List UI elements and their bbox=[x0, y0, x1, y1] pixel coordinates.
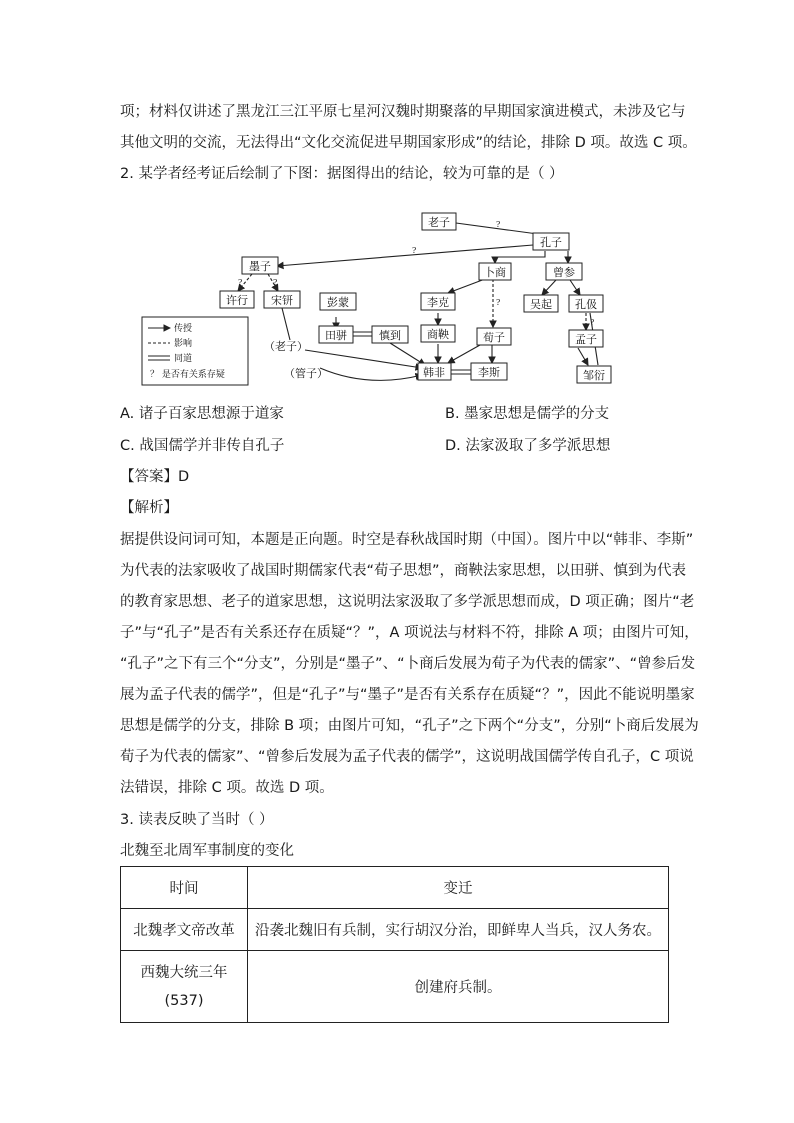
node-kongzi: 孔子 bbox=[540, 236, 562, 249]
analysis-label: 【解析】 bbox=[120, 500, 178, 516]
table-cell-time-line-2: (537) bbox=[164, 992, 204, 1009]
intro-line-2: 其他文明的交流，无法得出“文化交流促进早期国家形成”的结论，排除 D 项。故选 C 项。 bbox=[120, 135, 697, 151]
table-row bbox=[121, 909, 669, 951]
legend-yingxiang: 影响 bbox=[174, 339, 193, 349]
node-like: 李克 bbox=[427, 296, 449, 309]
node-xuxing: 许行 bbox=[226, 294, 248, 307]
table-header-time: 时间 bbox=[121, 867, 248, 909]
node-tianpian: 田骈 bbox=[325, 329, 347, 342]
node-laozi-paren: （老子） bbox=[264, 340, 308, 353]
analysis-line-3: 的教育家思想、老子的道家思想，这说明法家汲取了多学派思想而成，D 项正确；图片“老 bbox=[120, 594, 695, 610]
node-wuqi: 吴起 bbox=[530, 298, 552, 311]
question-2-stem: 2. 某学者经考证后绘制了下图：据图得出的结论，较为可靠的是（ ） bbox=[120, 166, 564, 182]
analysis-line-1: 据提供设问词可知，本题是正向题。时空是春秋战国时期（中国）。图片中以“韩非、李斯” bbox=[120, 532, 694, 548]
option-c[interactable]: C. 战国儒学并非传自孔子 bbox=[120, 438, 285, 454]
node-hanfei: 韩非 bbox=[423, 366, 445, 379]
lineage-diagram bbox=[140, 205, 620, 390]
table-cell-time-line-1: 西魏大统三年 bbox=[140, 964, 228, 981]
node-mengzi: 孟子 bbox=[575, 333, 597, 346]
node-shangyang: 商鞅 bbox=[427, 328, 449, 341]
node-lisi: 李斯 bbox=[478, 366, 500, 379]
table-header-row bbox=[121, 867, 669, 909]
qmark-laozi-kongzi: ? bbox=[496, 220, 501, 229]
table-cell-change: 创建府兵制。 bbox=[248, 951, 669, 1023]
qmark-mozi-xuxing: ? bbox=[238, 278, 243, 287]
node-guanzi-paren: （管子） bbox=[284, 367, 328, 380]
table-cell-time bbox=[121, 951, 248, 1023]
analysis-line-2: 为代表的法家吸收了战国时期儒家代表“荀子思想”，商鞅法家思想，以田骈、慎到为代表 bbox=[120, 563, 687, 579]
qmark-kongji-mengzi: ? bbox=[590, 318, 595, 327]
option-b[interactable]: B. 墨家思想是儒学的分支 bbox=[445, 406, 610, 422]
table-title: 北魏至北周军事制度的变化 bbox=[120, 843, 294, 859]
node-pengmeng: 彭蒙 bbox=[327, 296, 349, 309]
option-a[interactable]: A. 诸子百家思想源于道家 bbox=[120, 406, 284, 422]
intro-line-1: 项；材料仅讲述了黑龙江三江平原七星河汉魏时期聚落的早期国家演进模式，未涉及它与 bbox=[120, 104, 686, 120]
table-cell-change: 沿袭北魏旧有兵制，实行胡汉分治，即鲜卑人当兵，汉人务农。 bbox=[248, 909, 669, 951]
military-system-table bbox=[120, 866, 669, 1023]
node-mozi: 墨子 bbox=[249, 260, 271, 273]
table-cell-time: 北魏孝文帝改革 bbox=[121, 909, 248, 951]
qmark-mozi-songxing: ? bbox=[273, 278, 278, 287]
node-zouyan: 邹衍 bbox=[583, 369, 605, 382]
node-xunzi: 荀子 bbox=[483, 331, 505, 344]
legend-cunyi: ？ 是否有关系存疑 bbox=[150, 370, 225, 380]
analysis-line-8: 荀子为代表的儒家”、“曾参后发展为孟子代表的儒学”，这说明战国儒学传自孔子，C 项说 bbox=[120, 749, 694, 765]
node-shendao: 慎到 bbox=[379, 329, 401, 342]
node-zengshen: 曾参 bbox=[553, 266, 575, 279]
node-kongji: 孔伋 bbox=[575, 298, 597, 311]
node-bushang: 卜商 bbox=[484, 266, 506, 279]
analysis-line-9: 法错误，排除 C 项。故选 D 项。 bbox=[120, 780, 334, 796]
node-laozi: 老子 bbox=[428, 216, 450, 229]
legend-chuanshou: 传授 bbox=[174, 324, 193, 334]
option-d[interactable]: D. 法家汲取了多学派思想 bbox=[445, 438, 611, 454]
analysis-line-4: 子”与“孔子”是否有关系还存在质疑“？”，A 项说法与材料不符，排除 A 项；由图片可知， bbox=[120, 625, 699, 641]
diagram-legend bbox=[142, 317, 248, 385]
analysis-line-5: “孔子”之下有三个“分支”，分别是“墨子”、“卜商后发展为荀子为代表的儒家”、“曾参后发 bbox=[120, 656, 696, 672]
question-3-stem: 3. 读表反映了当时（ ） bbox=[120, 812, 274, 828]
answer-label: 【答案】D bbox=[120, 469, 190, 485]
legend-tongdao: 同道 bbox=[174, 354, 193, 364]
node-songxing: 宋钘 bbox=[271, 294, 293, 307]
table-row bbox=[121, 951, 669, 1023]
qmark-bushang-xunzi: ? bbox=[496, 298, 501, 307]
qmark-kongzi-mozi: ? bbox=[412, 246, 417, 255]
analysis-line-7: 思想是儒学的分支，排除 B 项；由图片可知，“孔子”之下两个“分支”，分别“卜商后发展为 bbox=[120, 718, 699, 734]
table-header-change: 变迁 bbox=[248, 867, 669, 909]
analysis-line-6: 展为孟子代表的儒学”，但是“孔子”与“墨子”是否有关系存在质疑“？”，因此不能说明墨家 bbox=[120, 687, 695, 703]
